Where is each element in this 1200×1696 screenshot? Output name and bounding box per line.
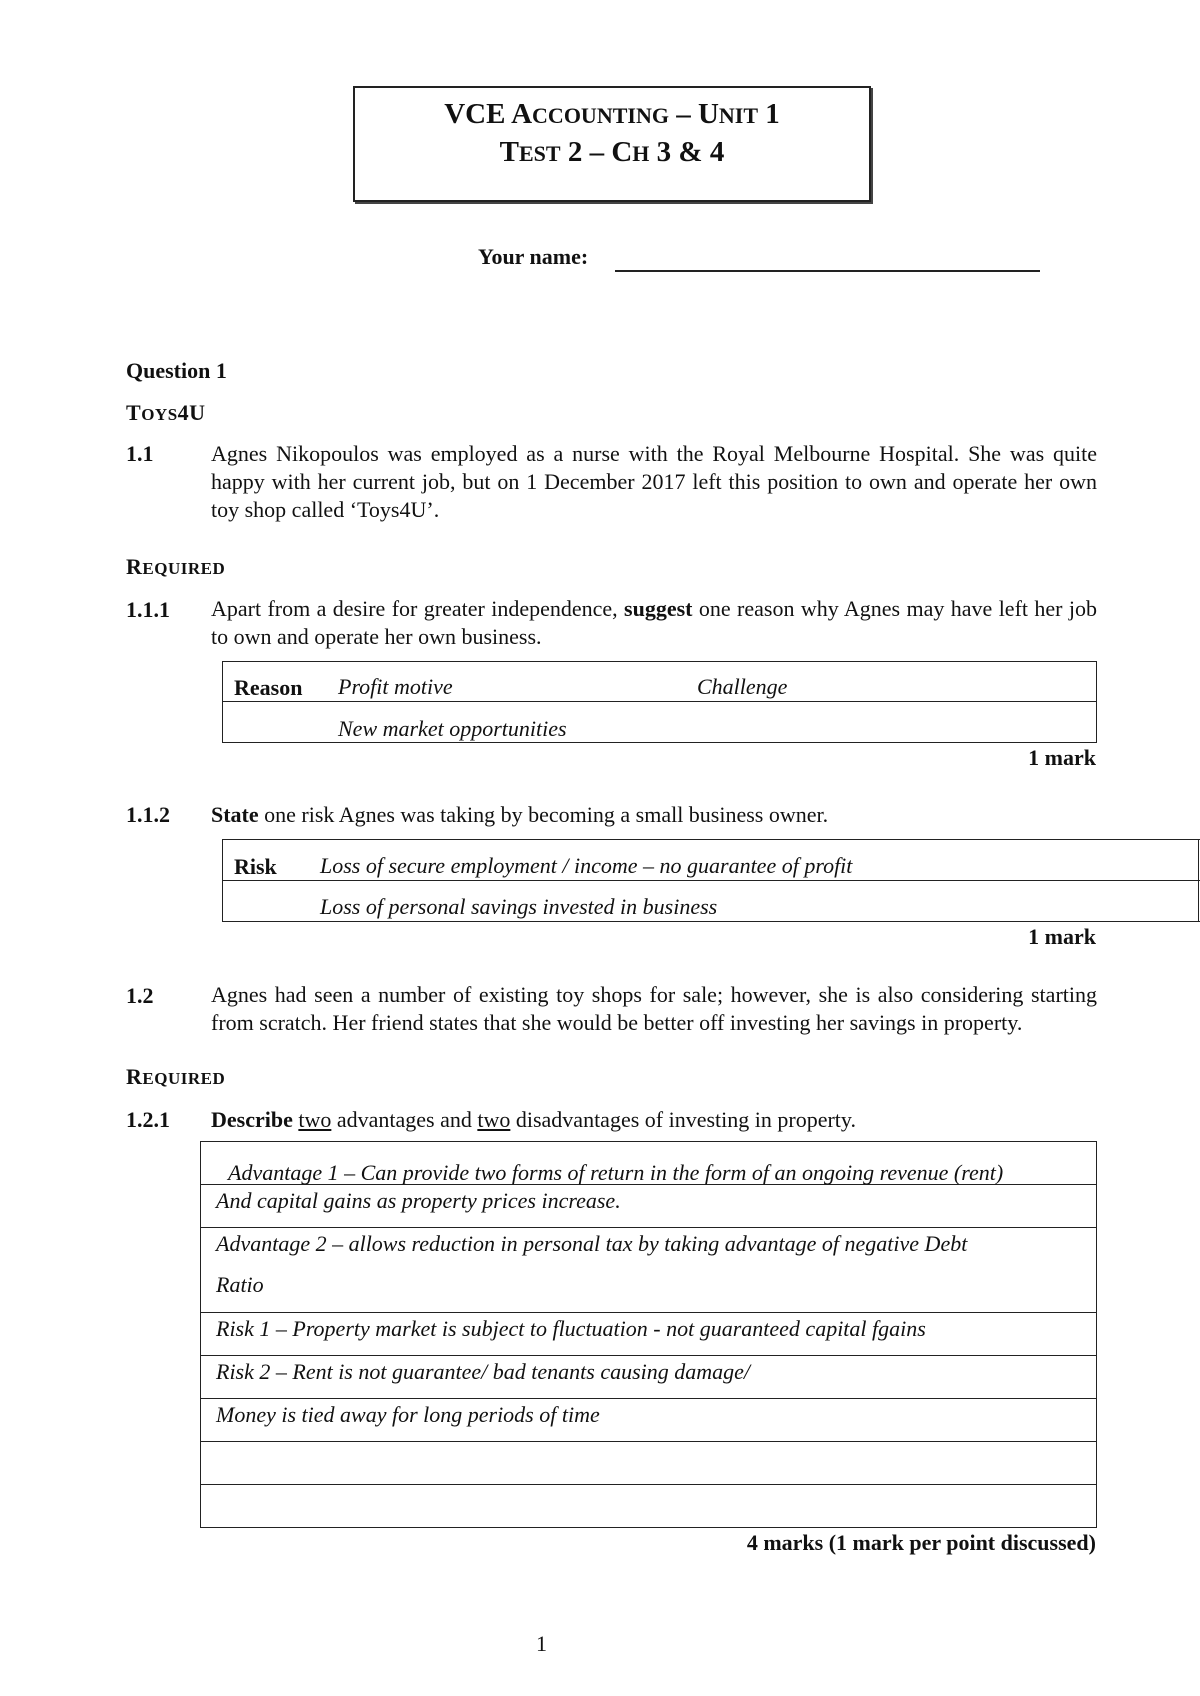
- q1-1-number: 1.1: [126, 441, 154, 466]
- risk-answer-2: Loss of personal savings invested in business: [320, 894, 718, 919]
- title-box: [353, 86, 871, 202]
- q1-1-text: Agnes Nikopoulos was employed as a nurse with the Royal Melbourne Hospital. She was quite happy with her current job, but on 1 December 2017 left this position to own and operate her own toy shop called ‘Toys4U’.: [211, 441, 1097, 522]
- reason-answer-1: Profit motive: [338, 674, 453, 699]
- q1-2-1-number: 1.2.1: [126, 1107, 170, 1132]
- property-row-4: Ratio: [216, 1272, 264, 1297]
- reason-answer-3: New market opportunities: [338, 716, 567, 741]
- property-row-2: And capital gains as property prices increase.: [216, 1188, 621, 1213]
- q1-1-1-number: 1.1.1: [126, 597, 170, 622]
- property-row-7: Money is tied away for long periods of time: [216, 1402, 600, 1427]
- required-heading-2: REQUIRED: [126, 1064, 226, 1089]
- risk-answer-1: Loss of secure employment / income – no guarantee of profit: [320, 853, 853, 878]
- property-row-6: Risk 2 – Rent is not guarantee/ bad tenants causing damage/: [216, 1359, 751, 1384]
- reason-answer-2: Challenge: [697, 674, 788, 699]
- q1-1-2-text: State one risk Agnes was taking by becoming a small business owner.: [211, 802, 829, 827]
- property-row-5: Risk 1 – Property market is subject to fluctuation - not guaranteed capital fgains: [216, 1316, 926, 1341]
- name-field[interactable]: [615, 270, 1040, 272]
- question-heading: Question 1: [126, 358, 227, 383]
- q1-2-1-mark: 4 marks (1 mark per point discussed): [746, 1530, 1096, 1555]
- title-line-1: VCE ACCOUNTING – UNIT 1: [444, 98, 780, 130]
- property-row-3: Advantage 2 – allows reduction in personal tax by taking advantage of negative Debt: [216, 1231, 968, 1256]
- q1-1-2-mark: 1 mark: [1028, 924, 1096, 949]
- q1-2-number: 1.2: [126, 983, 154, 1008]
- name-label: Your name:: [478, 244, 589, 269]
- page-number: 1: [536, 1631, 547, 1656]
- q1-2-1-text: Describe two advantages and two disadvantages of investing in property.: [211, 1107, 856, 1132]
- required-heading: REQUIRED: [126, 554, 226, 579]
- q1-1-1-mark: 1 mark: [1028, 745, 1096, 770]
- risk-label: Risk: [234, 854, 277, 879]
- title-line-2: TEST 2 – CH 3 & 4: [499, 136, 725, 168]
- reason-label: Reason: [234, 675, 303, 700]
- q1-1-1-text: Apart from a desire for greater independence, suggest one reason why Agnes may have left her job to own and operate her own business.: [211, 596, 1097, 649]
- company-heading: TOYS4U: [126, 400, 206, 425]
- q1-2-text: Agnes had seen a number of existing toy shops for sale; however, she is also considering starting from scratch. Her friend states that she would be better off investing her savings in property.: [211, 982, 1097, 1035]
- property-row-1: Advantage 1 – Can provide two forms of return in the form of an ongoing revenue (rent): [228, 1160, 1004, 1185]
- q1-1-2-number: 1.1.2: [126, 802, 170, 827]
